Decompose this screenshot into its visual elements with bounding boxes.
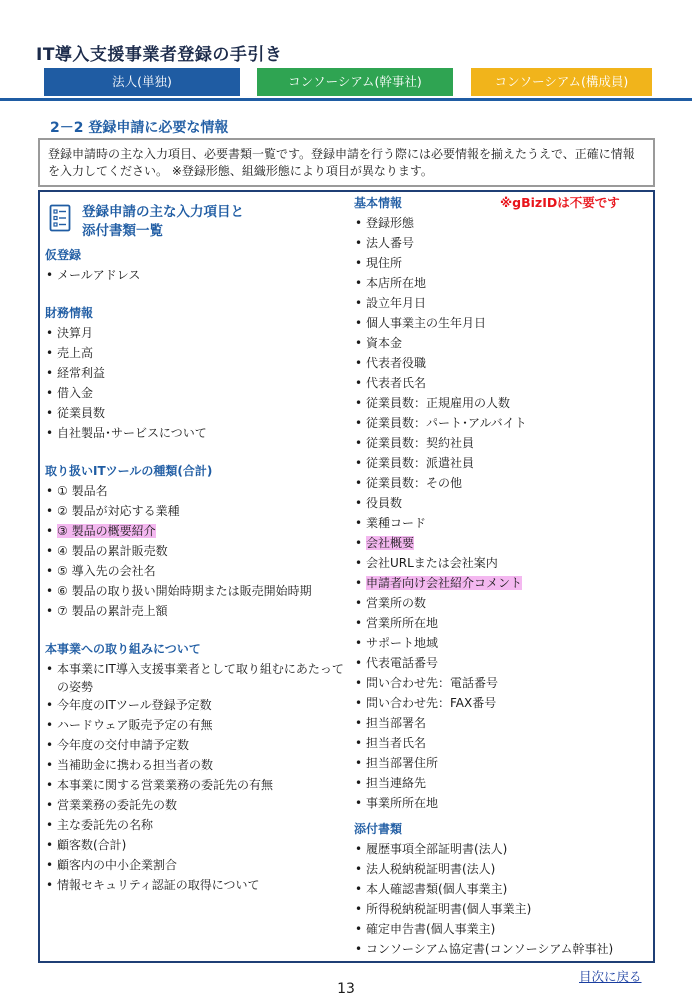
list-item: • 法人税納税証明書(法人) xyxy=(354,859,650,879)
list-item: • 経常利益 xyxy=(45,363,345,383)
list-item: • 借入金 xyxy=(45,383,345,403)
group-provisional-registration xyxy=(45,245,345,285)
list-item-highlighted xyxy=(45,521,345,541)
highlighted-text: 会社概要 xyxy=(366,536,415,550)
list-item: • 本人確認書類(個人事業主) xyxy=(354,879,650,899)
spacer xyxy=(45,443,345,461)
list-item: • 従業員数：パート･アルバイト xyxy=(354,413,650,433)
section-heading: 2－2 登録申請に必要な情報 xyxy=(50,120,229,136)
list-item: • 事業所所在地 xyxy=(354,793,650,813)
list-item: • 本事業にIT導入支援事業者として取り組むにあたっての姿勢 xyxy=(45,659,345,695)
list-item: • 代表者氏名 xyxy=(354,373,650,393)
list-item: • 自社製品･サービスについて xyxy=(45,423,345,443)
right-column xyxy=(354,193,650,959)
group-financial-info xyxy=(45,303,345,443)
list-item: • 問い合わせ先：FAX番号 xyxy=(354,693,650,713)
group-project-engagement xyxy=(45,639,345,895)
list-item: • 売上高 xyxy=(45,343,345,363)
list-item: • 情報セキュリティ認証の取得について xyxy=(45,875,345,895)
list-item: • ⑦ 製品の累計売上額 xyxy=(45,601,345,621)
list-item: • 担当連絡先 xyxy=(354,773,650,793)
group-heading: 基本情報 xyxy=(354,196,403,210)
list-item: • 会社URLまたは会社案内 xyxy=(354,553,650,573)
group-heading: 取り扱いITツールの種類(合計) xyxy=(45,464,213,478)
intro-note: 登録申請時の主な入力項目、必要書類一覧です。登録申請を行う際には必要情報を揃えたうえで、正確に情報を入力してください。 ※登録形態、組織形態により項目が異なります。 xyxy=(38,138,655,187)
registration-type-tabs xyxy=(44,68,652,96)
list-item: • 主な委託先の名称 xyxy=(45,815,345,835)
spacer xyxy=(45,285,345,303)
list-item: • 決算月 xyxy=(45,323,345,343)
tab-consortium-lead[interactable]: コンソーシアム(幹事社) xyxy=(257,68,453,96)
list-item: • ① 製品名 xyxy=(45,481,345,501)
list-item: • 確定申告書(個人事業主) xyxy=(354,919,650,939)
checklist-icon xyxy=(49,204,71,232)
list-item: • 履歴事項全部証明書(法人) xyxy=(354,839,650,859)
list-item: • 担当部署住所 xyxy=(354,753,650,773)
list-item: • 従業員数：その他 xyxy=(354,473,650,493)
group-heading: 財務情報 xyxy=(45,306,94,320)
back-to-toc-link[interactable]: 目次に戻る xyxy=(579,969,642,984)
list-item: • 営業所の数 xyxy=(354,593,650,613)
list-item: • 顧客内の中小企業割合 xyxy=(45,855,345,875)
list-item: • コンソーシアム協定書(コンソーシアム幹事社) xyxy=(354,939,650,959)
list-item-highlighted xyxy=(354,533,650,553)
tab-consortium-member[interactable]: コンソーシアム(構成員) xyxy=(471,68,652,96)
list-item: • 役員数 xyxy=(354,493,650,513)
list-item: • ④ 製品の累計販売数 xyxy=(45,541,345,561)
list-item: • 担当者氏名 xyxy=(354,733,650,753)
list-item: • 代表電話番号 xyxy=(354,653,650,673)
list-item: • 業種コード xyxy=(354,513,650,533)
list-item: • 当補助金に携わる担当者の数 xyxy=(45,755,345,775)
box-title-line1: 登録申請の主な入力項目と xyxy=(82,204,244,220)
list-item: • ⑤ 導入先の会社名 xyxy=(45,561,345,581)
list-item: • 従業員数：正規雇用の人数 xyxy=(354,393,650,413)
list-item: • 個人事業主の生年月日 xyxy=(354,313,650,333)
group-heading: 仮登録 xyxy=(45,248,82,262)
list-item: • 問い合わせ先：電話番号 xyxy=(354,673,650,693)
group-attachments xyxy=(354,819,650,959)
list-item: • 本店所在地 xyxy=(354,273,650,293)
list-item: • 登録形態 xyxy=(354,213,650,233)
list-item: • ② 製品が対応する業種 xyxy=(45,501,345,521)
list-item: • 代表者役職 xyxy=(354,353,650,373)
list-item: • 本事業に関する営業業務の委託先の有無 xyxy=(45,775,345,795)
list-item: • 設立年月日 xyxy=(354,293,650,313)
spacer xyxy=(45,621,345,639)
highlighted-text: ③ 製品の概要紹介 xyxy=(57,524,156,538)
list-item: • メールアドレス xyxy=(45,265,345,285)
list-item-highlighted xyxy=(354,573,650,593)
document-title: IT導入支援事業者登録の手引き xyxy=(36,45,283,65)
gbizid-note: ※gBizIDは不要です xyxy=(500,195,620,210)
list-item: • 資本金 xyxy=(354,333,650,353)
header-divider xyxy=(0,98,692,101)
list-item: • 顧客数(合計) xyxy=(45,835,345,855)
list-item: • 従業員数：契約社員 xyxy=(354,433,650,453)
group-heading: 本事業への取り組みについて xyxy=(45,642,201,656)
highlighted-text: 申請者向け会社紹介コメント xyxy=(366,576,523,590)
list-item: • 今年度のITツール登録予定数 xyxy=(45,695,345,715)
list-item: • 所得税納税証明書(個人事業主) xyxy=(354,899,650,919)
group-basic-info xyxy=(354,193,650,813)
list-item: • 営業所所在地 xyxy=(354,613,650,633)
list-item: • 現住所 xyxy=(354,253,650,273)
list-item: • 営業業務の委託先の数 xyxy=(45,795,345,815)
list-item: • ⑥ 製品の取り扱い開始時期または販売開始時期 xyxy=(45,581,345,601)
left-column xyxy=(45,245,345,895)
box-title-line2: 添付書類一覧 xyxy=(82,223,163,239)
group-it-tool-types xyxy=(45,461,345,621)
page-number: 13 xyxy=(337,981,355,997)
list-item: • 今年度の交付申請予定数 xyxy=(45,735,345,755)
tab-corporation-single[interactable]: 法人(単独) xyxy=(44,68,240,96)
list-item: • 従業員数 xyxy=(45,403,345,423)
list-item: • ハードウェア販売予定の有無 xyxy=(45,715,345,735)
list-item: • 法人番号 xyxy=(354,233,650,253)
list-item: • サポート地域 xyxy=(354,633,650,653)
group-heading: 添付書類 xyxy=(354,822,403,836)
list-item: • 担当部署名 xyxy=(354,713,650,733)
list-item: • 従業員数：派遣社員 xyxy=(354,453,650,473)
box-title xyxy=(82,203,244,241)
